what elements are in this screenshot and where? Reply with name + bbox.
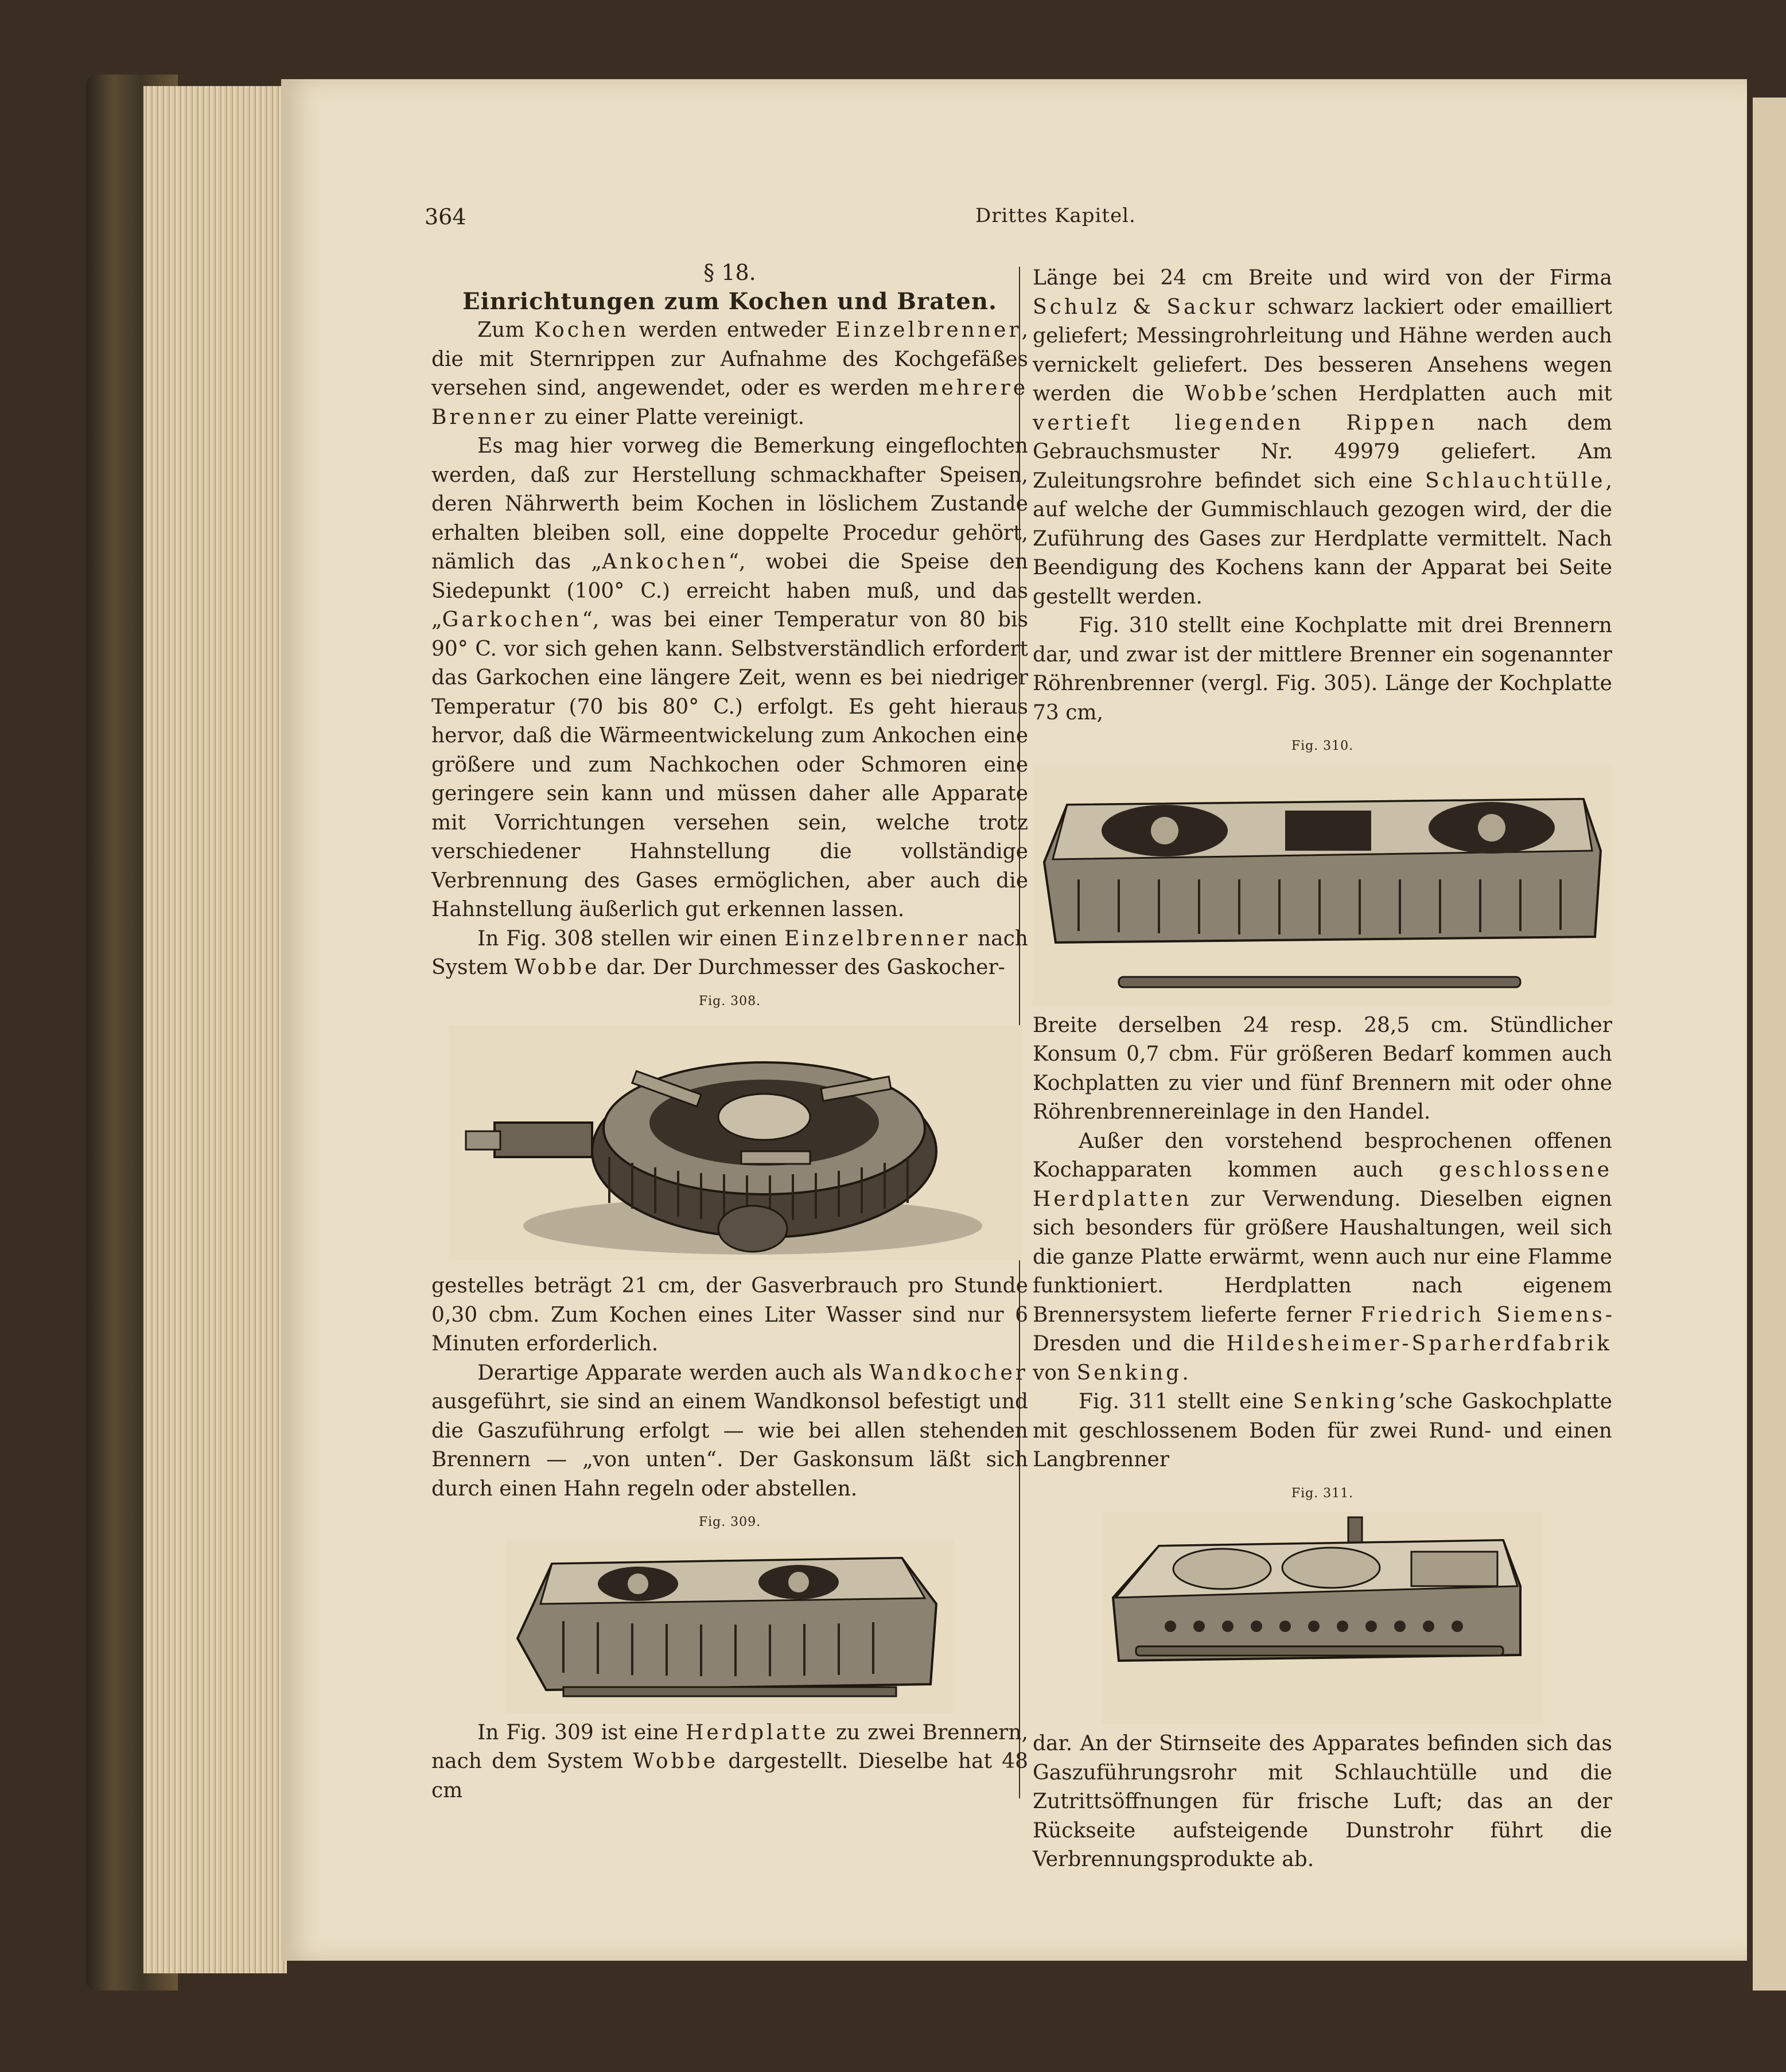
single-burner-illustration	[431, 1019, 1028, 1266]
paragraph: Fig. 310 stellt eine Kochplatte mit drei Brennern dar, und zwar ist der mittlere Brenner ein sogenannter Röhrenbrenner (vergl. Fig. 305). Länge der Kochplatte 73 cm,	[1033, 614, 1612, 725]
two-burner-plate-illustration	[431, 1541, 1028, 1713]
closed-gas-plate-illustration	[1033, 1512, 1612, 1724]
facing-page-edge	[1753, 98, 1786, 1991]
section-heading: Einrichtungen zum Kochen und Braten.	[462, 287, 997, 315]
paragraph: gestelles beträgt 21 cm, der Gasverbrauch pro Stunde 0,30 cbm. Zum Kochen eines Liter Wasser sind nur 6 Minuten erforderlich.	[431, 1274, 1028, 1356]
figure-label: Fig. 311.	[1291, 1486, 1354, 1501]
running-title: Drittes Kapitel.	[975, 204, 1136, 227]
right-column	[1033, 264, 1612, 1875]
figure-310	[1033, 732, 1612, 1006]
figure-311	[1033, 1479, 1612, 1724]
paragraph: In Fig. 309 ist eine Herdplatte zu zwei Brennern, nach dem System Wobbe dargestellt. Dieselbe hat 48 cm	[431, 1720, 1028, 1802]
figure-309	[431, 1508, 1028, 1713]
paragraph: Es mag hier vorweg die Bemerkung eingeflochten werden, daß zur Herstellung schmackhafter Speisen, deren Nährwerth beim Kochen in löslichem Zustande erhalten bleiben soll, eine doppelte Procedur gehört, nämlich das „Ankochen“, wobei die Speise den Siedepunkt (100° C.) erreicht haben muß, und das „Garkochen“, was bei einer Temperatur von 80 bis 90° C. vor sich gehen kann. Selbstverständlich erfordert das Garkochen eine längere Zeit, wenn es bei niedriger Temperatur (70 bis 80° C.) erfolgt. Es geht hieraus hervor, daß die Wärmeentwickelung zum Ankochen eine größere und zum Nachkochen oder Schmoren eine geringere sein kann und müssen daher alle Apparate mit Vorrichtungen versehen sein, welche trotz verschiedener Hahnstellung die vollständige Verbrennung des Gases ermöglichen, aber auch die Hahnstellung äußerlich gut erkennen lassen.	[431, 434, 1028, 921]
paragraph: dar. An der Stirnseite des Apparates befinden sich das Gaszuführungsrohr mit Schlauchtülle und die Zutrittsöffnungen für frische Luft; das an der Rückseite aufsteigende Dunstrohr führt die Verbrennungsprodukte ab.	[1033, 1732, 1612, 1871]
figure-label: Fig. 308.	[698, 994, 761, 1008]
figure-label: Fig. 310.	[1291, 739, 1354, 753]
page-number: 364	[425, 204, 466, 229]
paragraph: Außer den vorstehend besprochenen offenen Kochapparaten kommen auch geschlossene Herdplatten zur Verwendung. Dieselben eignen sich besonders für größere Haushaltungen, weil sich die ganze Platte erwärmt, wenn auch nur eine Flamme funktioniert. Herdplatten nach eigenem Brennersystem lieferte ferner Friedrich Siemens-Dresden und die Hildesheimer-Sparherdfabrik von Senking.	[1033, 1129, 1612, 1385]
page-edges	[143, 86, 287, 1973]
figure-label: Fig. 309.	[698, 1515, 761, 1529]
three-burner-plate-illustration	[1033, 765, 1612, 1006]
paragraph: Zum Kochen werden entweder Einzelbrenner, die mit Sternrippen zur Aufnahme des Kochgefäßes versehen sind, angewendet, oder es werden mehrere Brenner zu einer Platte vereinigt.	[431, 318, 1029, 429]
running-head	[425, 204, 1658, 239]
section-number: § 18.	[703, 260, 756, 285]
paragraph: Derartige Apparate werden auch als Wandkocher ausgeführt, sie sind an einem Wandkonsol befestigt und die Gaszuführung erfolgt — wie bei allen stehenden Brennern — „von unten“. Der Gaskonsum läßt sich durch einen Hahn regeln oder abstellen.	[431, 1361, 1028, 1501]
left-column	[431, 258, 1028, 1805]
paragraph: Länge bei 24 cm Breite und wird von der Firma Schulz & Sackur schwarz lackiert oder emailliert geliefert; Messingrohrleitung und Hähne werden auch vernickelt geliefert. Des besseren Ansehens wegen werden die Wobbe’schen Herdplatten auch mit vertieft liegenden Rippen nach dem Gebrauchsmuster Nr. 49979 geliefert. Am Zuleitungsrohre befindet sich eine Schlauchtülle, auf welche der Gummischlauch gezogen wird, der die Zuführung des Gases zur Herdplatte vermittelt. Nach Beendigung des Kochens kann der Apparat bei Seite gestellt werden.	[1033, 266, 1613, 609]
paragraph: Breite derselben 24 resp. 28,5 cm. Stündlicher Konsum 0,7 cbm. Für größeren Bedarf kommen auch Kochplatten zu vier und fünf Brennern mit oder ohne Röhrenbrennereinlage in den Handel.	[1033, 1013, 1612, 1124]
paragraph: In Fig. 308 stellen wir einen Einzelbrenner nach System Wobbe dar. Der Durchmesser des Gaskocher-	[431, 926, 1028, 979]
figure-308	[431, 987, 1028, 1267]
paragraph: Fig. 311 stellt eine Senking’sche Gaskochplatte mit geschlossenem Boden für zwei Rund- und einen Langbrenner	[1033, 1390, 1613, 1471]
